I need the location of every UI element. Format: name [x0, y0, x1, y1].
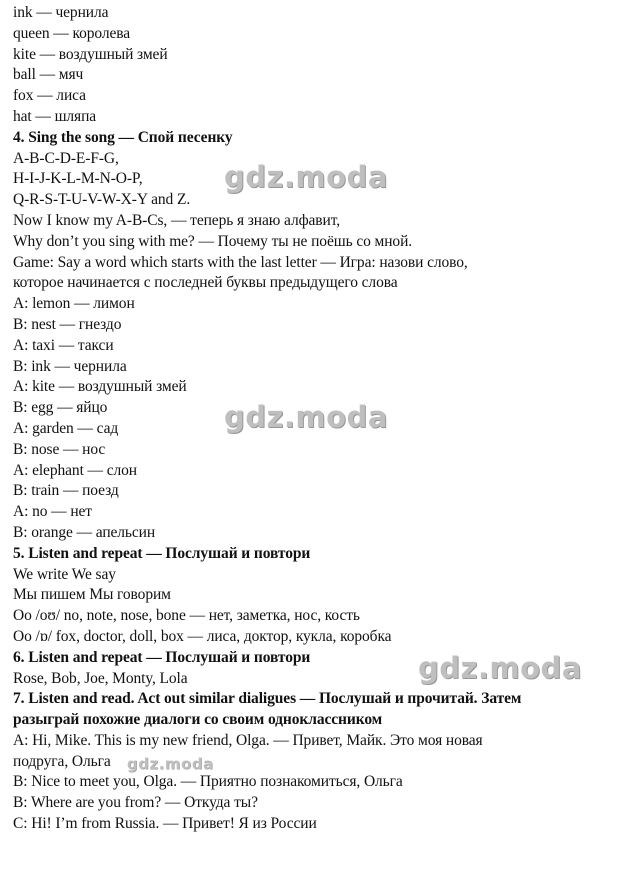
text-line: A: lemon — лимон [13, 295, 135, 313]
text-line: ink — чернила [13, 4, 109, 21]
text-line: Oo /ɒ/ fox, doctor, doll, box — лиса, доктор, кукла, коробка [13, 627, 392, 645]
text-line: Why don’t you sing with me? — Почему ты не поёшь со мной. [13, 232, 413, 250]
text-line: A: Hi, Mike. This is my new friend, Olga. — Привет, Майк. Это моя новая [13, 731, 483, 749]
section-heading: 4. Sing the song — Спой песенку [13, 128, 233, 146]
text-line: A: elephant — слон [13, 461, 137, 479]
watermark-inline: gdz.moda [127, 755, 214, 773]
text-line: Q-R-S-T-U-V-W-X-Y and Z. [13, 191, 191, 209]
text-line: Game: Say a word which starts with the last letter — Игра: назови слово, [13, 253, 468, 271]
text-line: kite — воздушный змей [13, 45, 168, 63]
text-line: B: Where are you from? — Откуда ты? [13, 794, 258, 812]
text-line: Oo /oʊ/ no, note, nose, bone — нет, заметка, нос, кость [13, 607, 360, 625]
text-line: Мы пишем Мы говорим [13, 586, 171, 604]
text-line: подруга, Ольга [13, 752, 111, 770]
section-heading: 6. Listen and repeat — Послушай и повтори [13, 648, 311, 666]
text-line: B: nose — нос [13, 440, 106, 458]
text-line: A: kite — воздушный змей [13, 378, 187, 396]
text-line: H-I-J-K-L-M-N-O-P, [13, 170, 143, 188]
text-line: queen — королева [13, 24, 131, 42]
text-line: которое начинается с последней буквы предыдущего слова [13, 274, 398, 292]
text-line: B: train — поезд [13, 482, 119, 500]
text-line: We write We say [13, 565, 116, 583]
text-line: B: orange — апельсин [13, 523, 156, 541]
text-line: A: taxi — такси [13, 336, 114, 354]
text-line: hat — шляпа [13, 107, 97, 125]
text-line: fox — лиса [13, 87, 86, 105]
watermark-top: gdz.moda [224, 160, 388, 194]
text-line: Rose, Bob, Joe, Monty, Lola [13, 669, 188, 687]
text-line: B: ink — чернила [13, 357, 127, 375]
section-heading: 5. Listen and repeat — Послушай и повтори [13, 544, 311, 562]
text-line: Now I know my A-B-Cs, — теперь я знаю алфавит, [13, 211, 340, 229]
watermark-middle: gdz.moda [224, 400, 388, 434]
section-heading: разыграй похожие диалоги со своим одноклассником [13, 711, 383, 729]
text-line: B: egg — яйцо [13, 399, 108, 417]
text-line: A: garden — сад [13, 419, 119, 437]
text-line: A: no — нет [13, 503, 92, 521]
section-heading: 7. Listen and read. Act out similar dialigues — Послушай и прочитай. Затем [13, 690, 522, 708]
watermark-bottom-right: gdz.moda [418, 651, 582, 685]
text-line: A-B-C-D-E-F-G, [13, 149, 119, 167]
text-line: ball — мяч [13, 66, 84, 84]
text-line: B: Nice to meet you, Olga. — Приятно познакомиться, Ольга [13, 773, 403, 791]
text-line: B: nest — гнездо [13, 315, 122, 333]
text-line: C: Hi! I’m from Russia. — Привет! Я из России [13, 815, 317, 833]
